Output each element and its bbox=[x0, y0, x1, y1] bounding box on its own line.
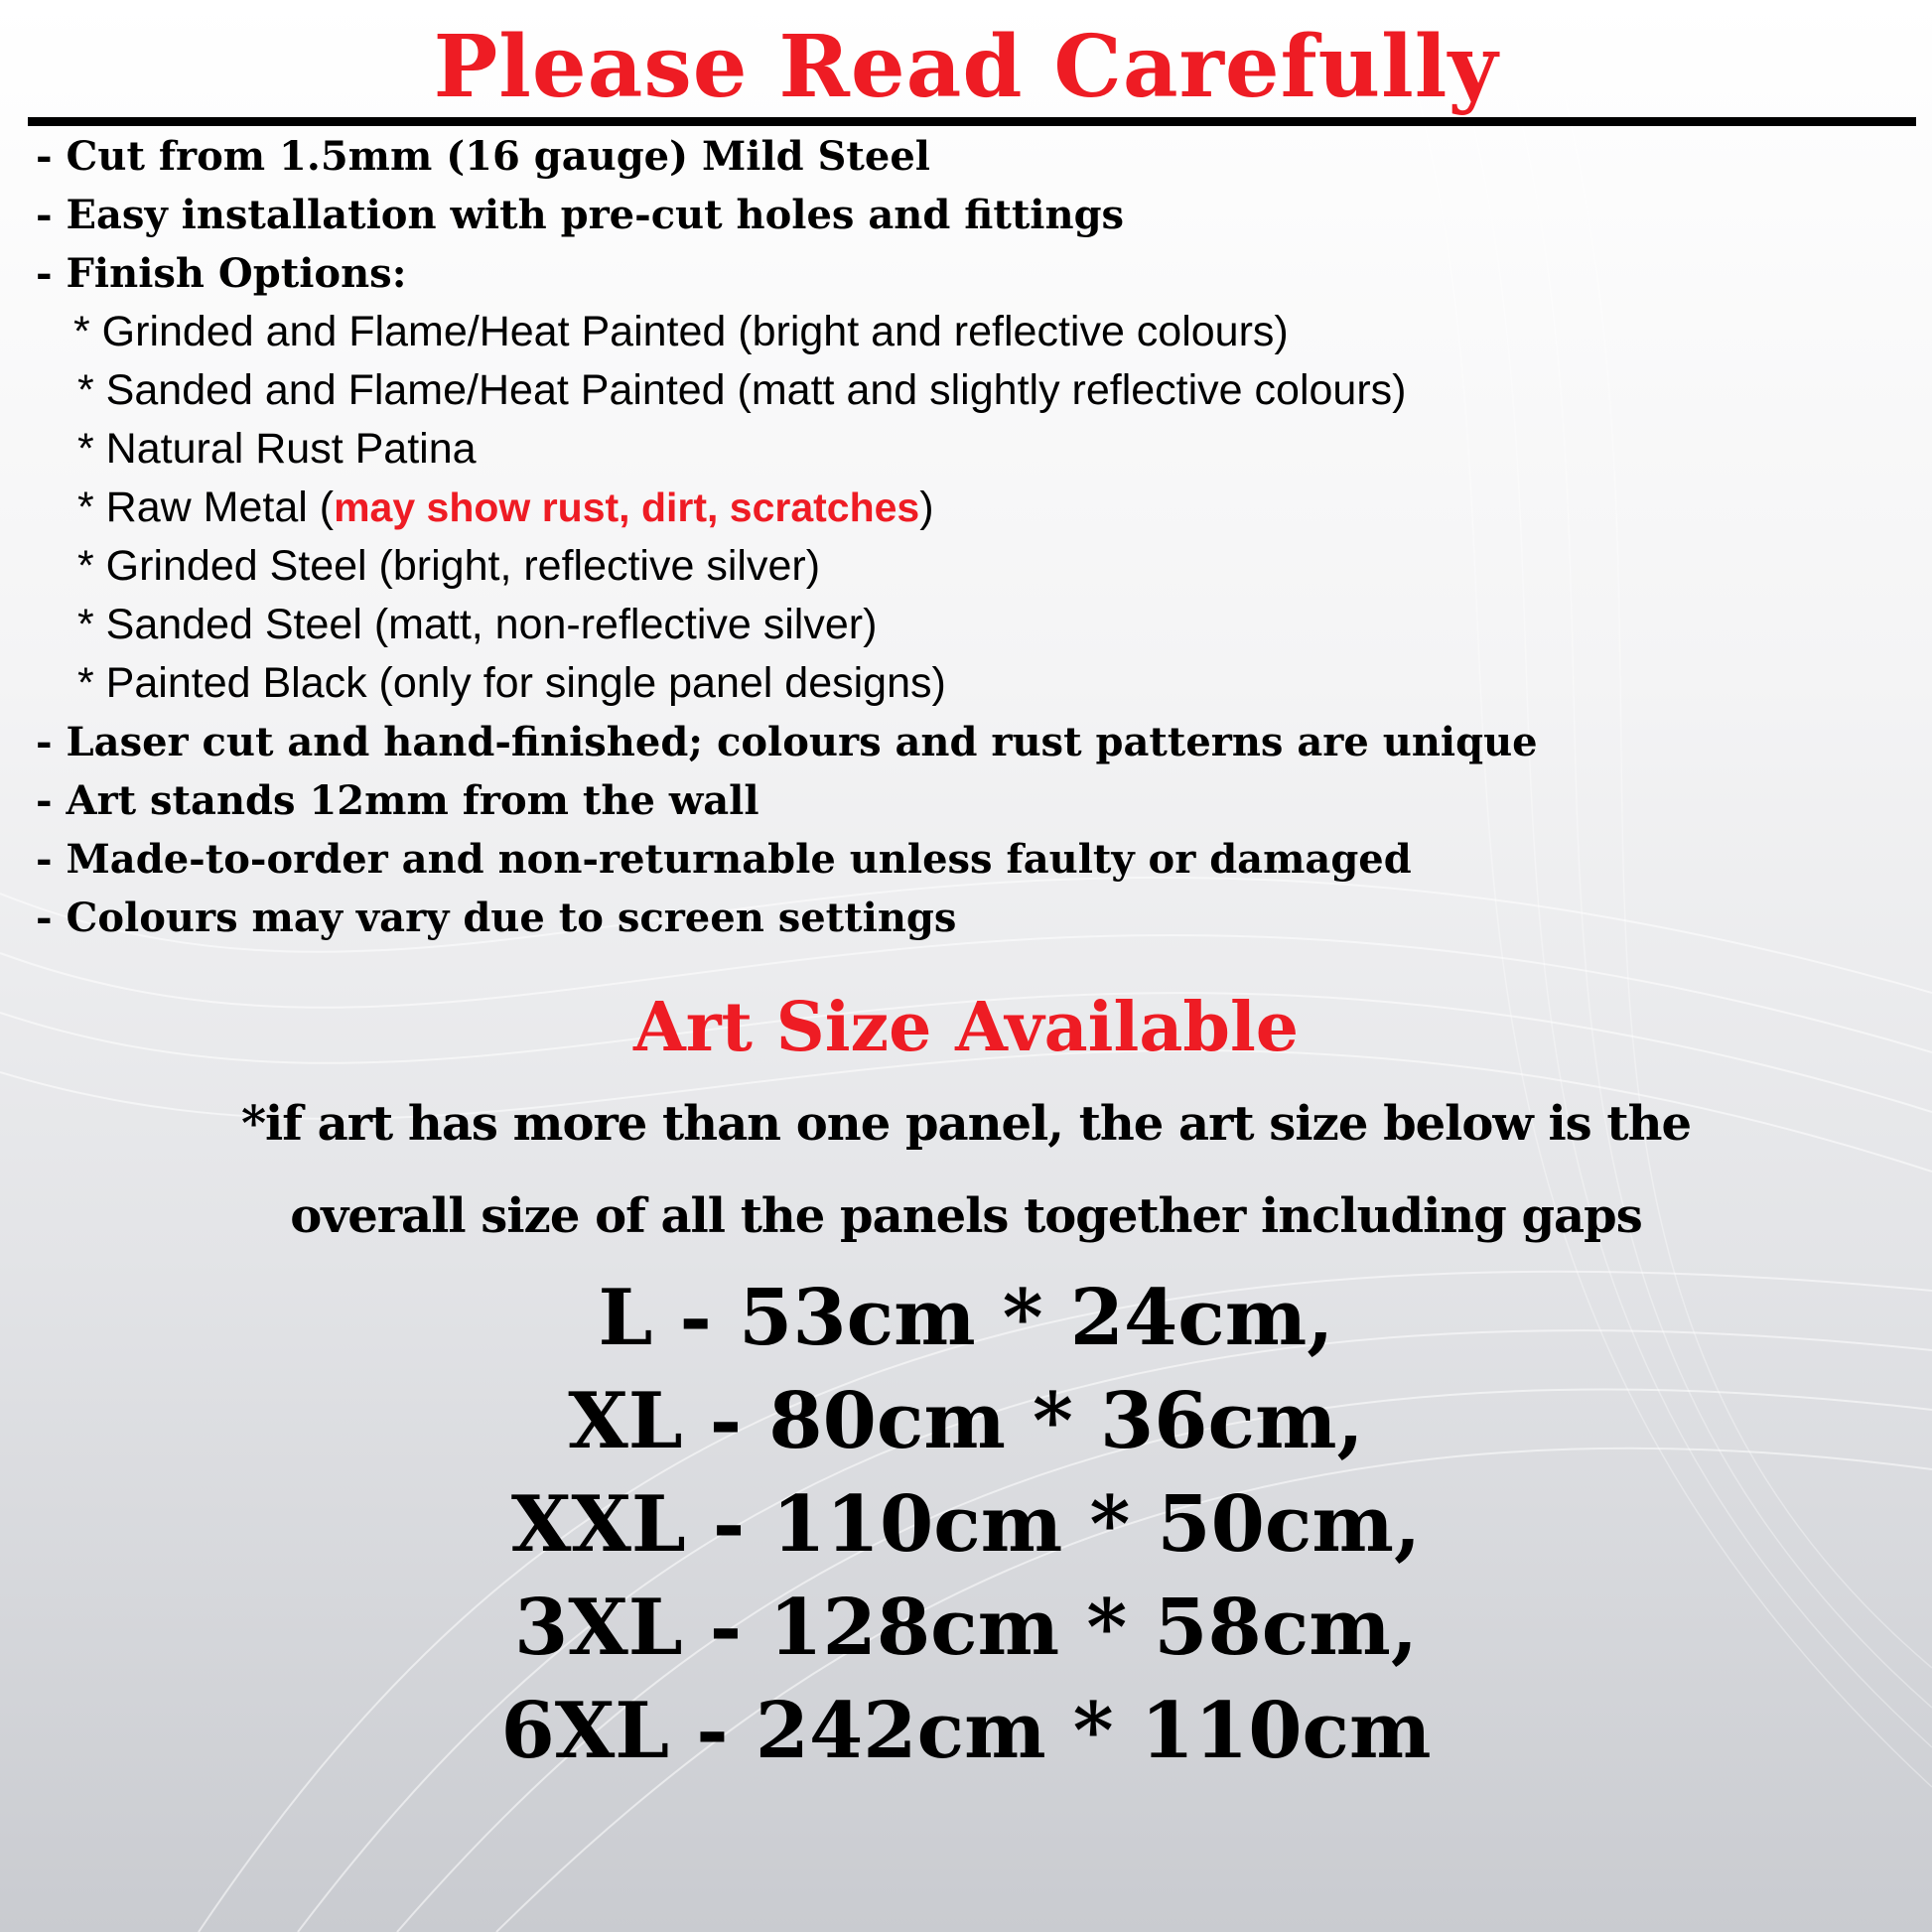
size-item-xl: XL - 80cm * 36cm, bbox=[568, 1376, 1364, 1466]
product-notes bbox=[36, 127, 1912, 947]
note-returns: - Made-to-order and non-returnable unless faulty or damaged bbox=[36, 836, 1412, 883]
raw-metal-label: * Raw Metal ( bbox=[77, 483, 335, 531]
finish-option: * Sanded and Flame/Heat Painted (matt and slightly reflective colours) bbox=[77, 366, 1407, 414]
note-laser-cut: - Laser cut and hand-finished; colours and rust patterns are unique bbox=[36, 719, 1538, 765]
note-colour-variance: - Colours may vary due to screen settings bbox=[36, 895, 957, 941]
sizes-heading: Art Size Available bbox=[632, 988, 1300, 1067]
finish-option: * Grinded Steel (bright, reflective silver) bbox=[77, 542, 821, 590]
raw-metal-close: ) bbox=[919, 483, 934, 531]
note-wall-standoff: - Art stands 12mm from the wall bbox=[36, 777, 759, 824]
finish-option: * Sanded Steel (matt, non-reflective silver) bbox=[77, 601, 878, 648]
sizes-note-line2: overall size of all the panels together including gaps bbox=[290, 1188, 1642, 1244]
note-finish-heading: - Finish Options: bbox=[36, 250, 407, 297]
title-divider bbox=[28, 117, 1916, 126]
finish-option: * Natural Rust Patina bbox=[77, 425, 477, 473]
size-item-xxl: XXL - 110cm * 50cm, bbox=[510, 1479, 1422, 1570]
finish-option: * Grinded and Flame/Heat Painted (bright and reflective colours) bbox=[73, 308, 1289, 355]
note-material: - Cut from 1.5mm (16 gauge) Mild Steel bbox=[36, 133, 930, 180]
size-item-6xl: 6XL - 242cm * 110cm bbox=[500, 1686, 1432, 1776]
page-title: Please Read Carefully bbox=[433, 17, 1499, 117]
size-item-l: L - 53cm * 24cm, bbox=[598, 1273, 1334, 1363]
raw-metal-warning: may show rust, dirt, scratches bbox=[334, 484, 920, 530]
note-installation: - Easy installation with pre-cut holes and fittings bbox=[36, 192, 1125, 238]
size-item-3xl: 3XL - 128cm * 58cm, bbox=[514, 1583, 1418, 1673]
size-list bbox=[0, 1267, 1932, 1783]
finish-option: * Painted Black (only for single panel designs) bbox=[77, 659, 946, 707]
sizes-note-line1: *if art has more than one panel, the art size below is the bbox=[240, 1096, 1692, 1152]
finish-option-raw-metal bbox=[36, 479, 1912, 537]
